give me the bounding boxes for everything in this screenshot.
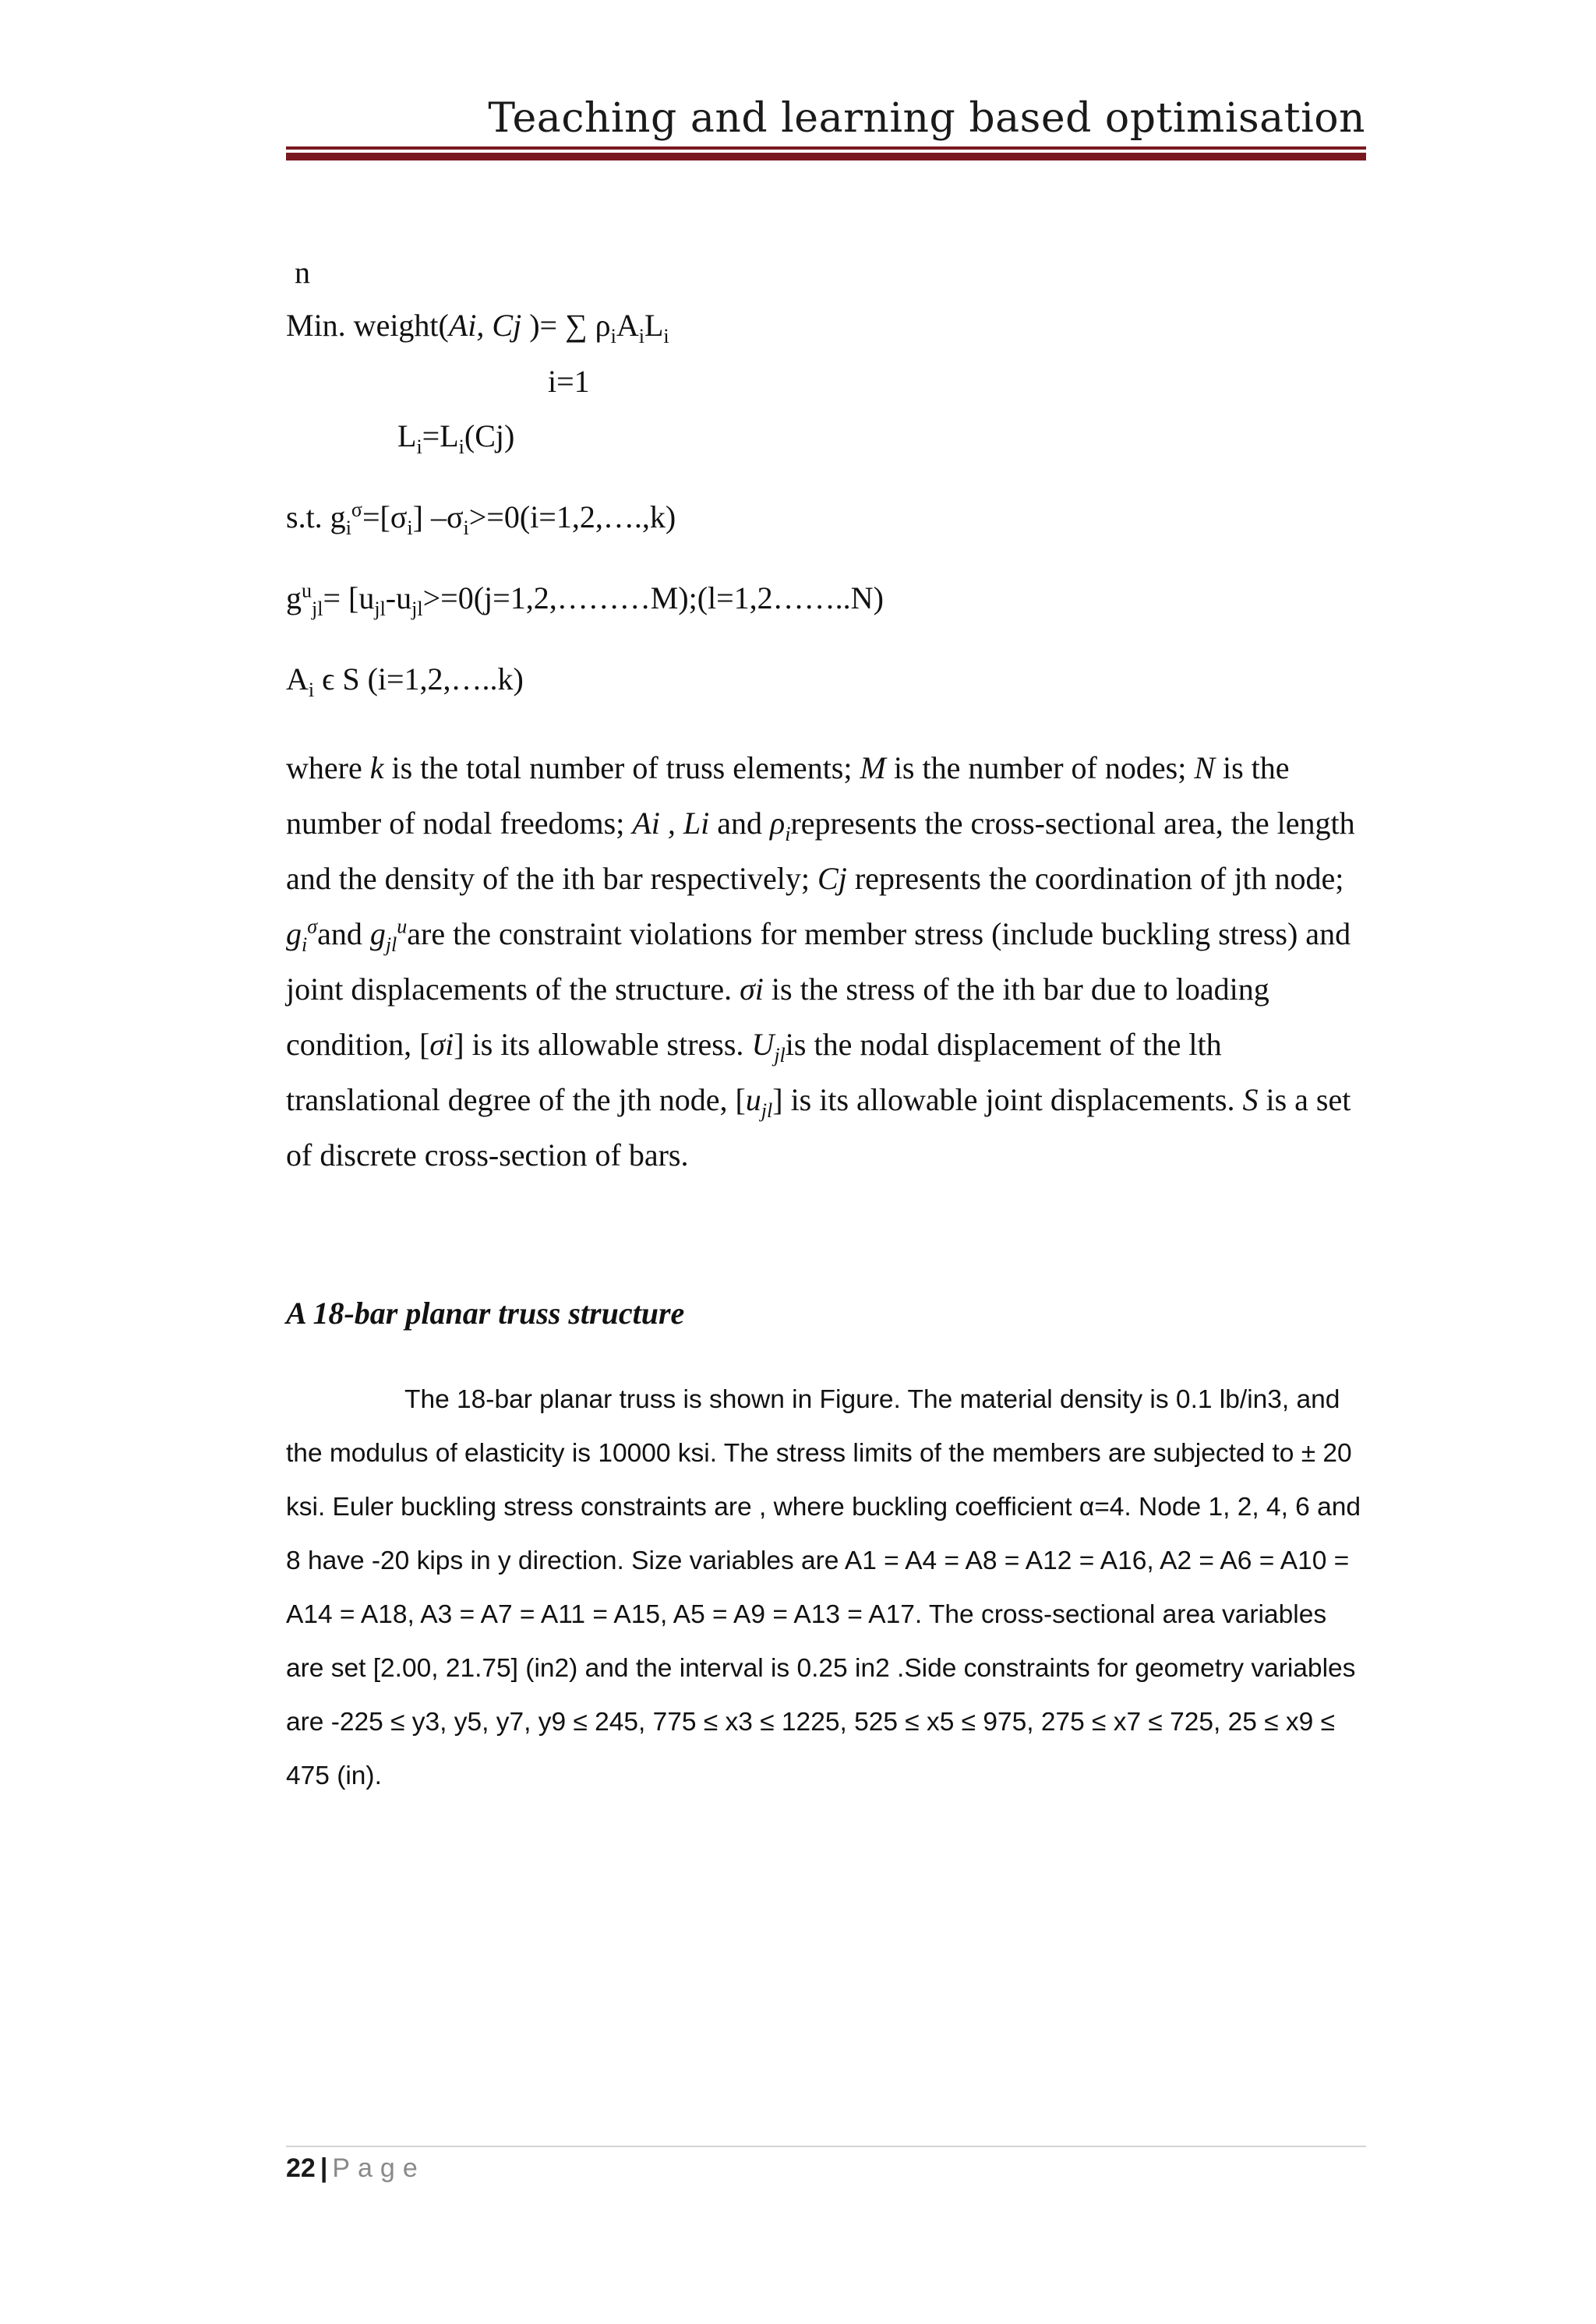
footer-rule xyxy=(286,2146,1366,2147)
running-header: Teaching and learning based optimisation xyxy=(488,95,1365,142)
length-equation: $L_i=L_i(Cj)$ xyxy=(397,418,515,458)
header-rule-thin xyxy=(286,146,1366,150)
page-footer xyxy=(286,2153,425,2184)
displacement-constraint: $g^u_{jl}=$ [$u_{jl}-u_{jl}>=0(j=1,2,\dots\dots\dots M);(l=1,2\dots\dots..N)$ xyxy=(286,579,884,620)
set-constraint: $A_i$ ϵ S (i=1,2,…..k) xyxy=(286,661,524,701)
section-heading: A 18-bar planar truss structure xyxy=(286,1296,685,1331)
sum-upper-limit: n xyxy=(295,255,310,290)
header-rule-thick xyxy=(286,153,1366,160)
page-number: 22 xyxy=(286,2153,316,2183)
page-label: Page xyxy=(332,2153,425,2183)
variable-definitions-paragraph: where k is the total number of truss elements; M is the number of nodes; N is the number of nodal freedoms; Ai , Li and $\rho_irepresents$ the cross-sectional area, the length and the density of the ith bar respectively; Cj represents the coordination of jth node; $g_i^\sigma and$ $g_{jl}^uare$ the constraint violations for member stress (include buckling stress) and joint displacements of the structure. σi is the stress of the ith bar due to loading condition, [σi] is its allowable stress. $U_{jl}is$ the nodal displacement of the lth translational degree of the jth node, $[u_{jl}]$ is its allowable joint displacements. S is a set of discrete cross-section of bars. xyxy=(286,750,1355,1173)
sum-lower-limit: i=1 xyxy=(548,364,590,399)
page-separator: | xyxy=(320,2153,328,2183)
objective-function: Min. weight(Ai, Cj )= ∑ $\rho_iA_iL_i$ xyxy=(286,308,669,347)
stress-constraint: s.t. $g_i^\sigma=[\sigma_i]$ $-\sigma_i>=0(i=1,2,\dots.,k)$ xyxy=(286,498,676,539)
truss-description-paragraph: The 18-bar planar truss is shown in Figure. The material density is 0.1 lb/in3, and the modulus of elasticity is 10000 ksi. The stress limits of the members are subjected to ± 20 ksi. Euler buckling stress constraints are , where buckling coefficient α=4. Node 1, 2, 4, 6 and 8 have -20 kips in y direction. Size variables are A1 = A4 = A8 = A12 = A16, A2 = A6 = A10 = A14 = A18, A3 = A7 = A11 = A15, A5 = A9 = A13 = A17. The cross-sectional area variables are set [2.00, 21.75] (in2) and the interval is 0.25 in2 .Side constraints for geometry variables are -225 ≤ y3, y5, y7, y9 ≤ 245, 775 ≤ x3 ≤ 1225, 525 ≤ x5 ≤ 975, 275 ≤ x7 ≤ 725, 25 ≤ x9 ≤ 475 (in). xyxy=(286,1385,1361,1790)
